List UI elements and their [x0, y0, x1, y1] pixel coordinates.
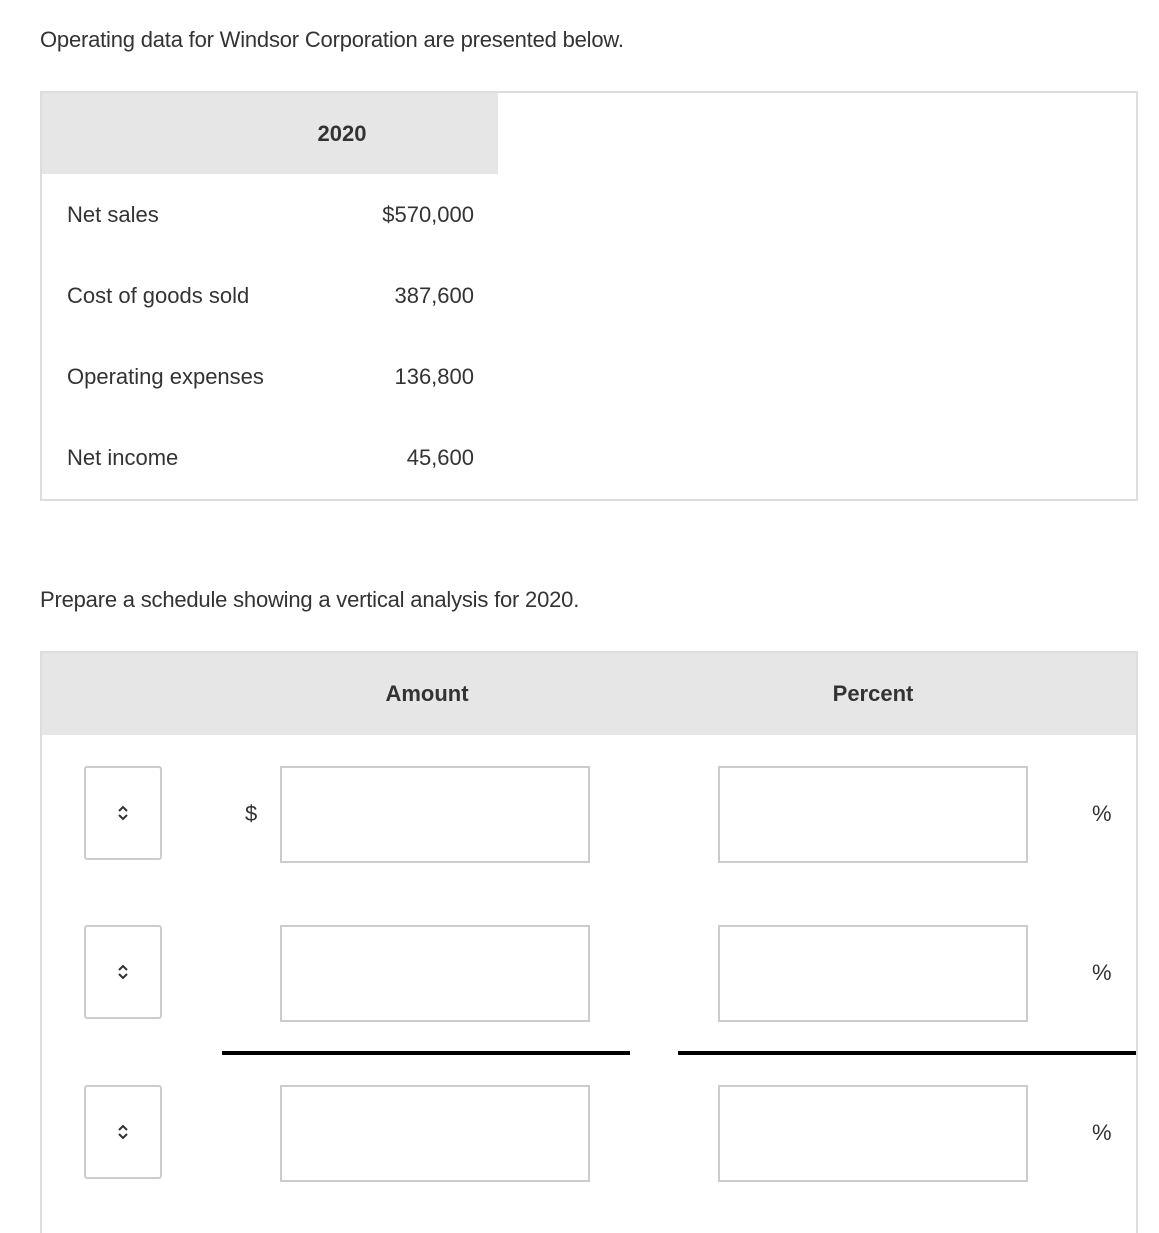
row-label: Net income: [67, 445, 179, 470]
percent-sign: %: [1092, 960, 1112, 985]
row-value: 136,800: [394, 364, 474, 389]
percent-field-2[interactable]: [720, 927, 1026, 1020]
row-value: 387,600: [394, 283, 474, 308]
intro-text: Operating data for Windsor Corporation are presented below.: [40, 27, 624, 52]
percent-input-2[interactable]: [718, 925, 1028, 1022]
amount-underline: [222, 1051, 630, 1055]
amount-input-1[interactable]: [280, 766, 590, 863]
account-select-1[interactable]: [84, 766, 162, 860]
up-down-chevron-icon: [117, 963, 129, 981]
percent-sign: %: [1092, 801, 1112, 826]
amount-input-3[interactable]: [280, 1085, 590, 1182]
up-down-chevron-icon: [117, 804, 129, 822]
data-row-cost-of-goods-sold: [42, 255, 498, 336]
percent-input-1[interactable]: [718, 766, 1028, 863]
operating-data-table: [40, 91, 1138, 501]
vertical-analysis-schedule: [40, 651, 1138, 1233]
year-header: 2020: [317, 121, 367, 146]
row-label: Net sales: [67, 202, 159, 227]
amount-column-header: Amount: [385, 681, 469, 706]
data-row-net-sales: [42, 174, 498, 255]
account-select-2[interactable]: [84, 925, 162, 1019]
up-down-chevron-icon: [117, 1123, 129, 1141]
row-value: 45,600: [406, 445, 474, 470]
amount-field-1[interactable]: [282, 768, 588, 861]
data-row-net-income: [42, 417, 498, 498]
percent-input-3[interactable]: [718, 1085, 1028, 1182]
prompt-text: Prepare a schedule showing a vertical analysis for 2020.: [40, 587, 580, 612]
amount-input-2[interactable]: [280, 925, 590, 1022]
row-label: Cost of goods sold: [67, 283, 250, 308]
amount-field-3[interactable]: [282, 1087, 588, 1180]
row-label: Operating expenses: [67, 364, 264, 389]
percent-field-1[interactable]: [720, 768, 1026, 861]
percent-underline: [678, 1051, 1136, 1055]
dollar-sign: $: [245, 801, 258, 826]
percent-field-3[interactable]: [720, 1087, 1026, 1180]
schedule-header: [42, 653, 1136, 735]
account-select-3[interactable]: [84, 1085, 162, 1179]
percent-column-header: Percent: [832, 681, 914, 706]
data-row-operating-expenses: [42, 336, 498, 417]
amount-field-2[interactable]: [282, 927, 588, 1020]
percent-sign: %: [1092, 1120, 1112, 1145]
data-table-header: [42, 93, 498, 174]
row-value: $570,000: [382, 202, 474, 227]
